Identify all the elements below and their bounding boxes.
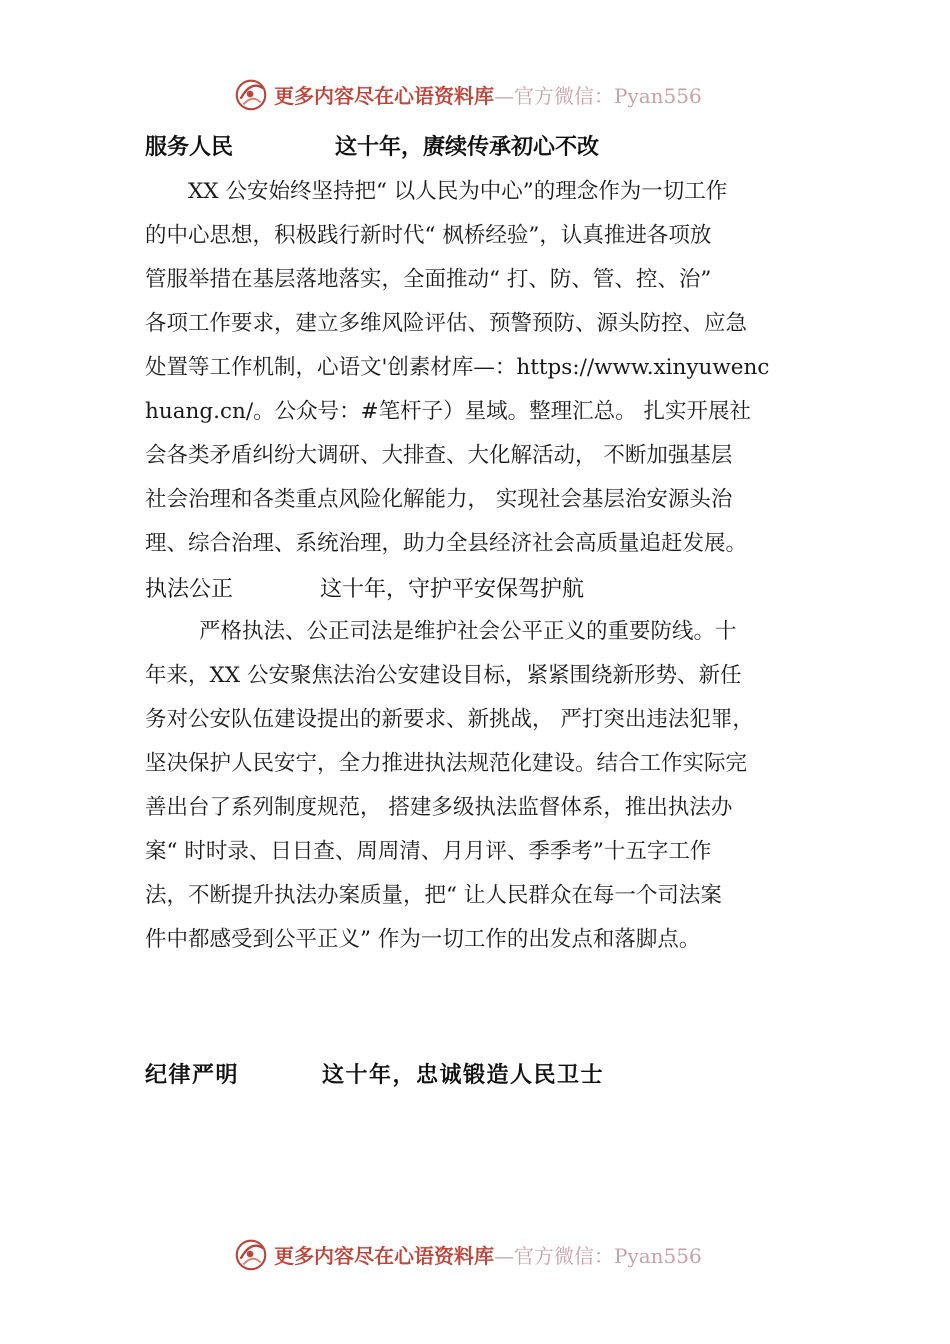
- paragraph-line: 各项工作要求，建立多维风险评估、预警预防、源头防控、应急: [145, 311, 748, 336]
- paragraph-line: 善出台了系列制度规范， 搭建多级执法监督体系，推出执法办: [145, 795, 733, 820]
- paragraph-serve-people: [145, 170, 825, 566]
- section-label: 执法公正: [145, 577, 234, 602]
- paragraph-line: XX 公安始终坚持把“ 以人民为中心”的理念作为一切工作: [188, 179, 728, 204]
- paragraph-line: 社会治理和各类重点风险化解能力， 实现社会基层治安源头治: [145, 487, 733, 512]
- paragraph-fair-law: [145, 610, 825, 962]
- paragraph-line: 年来，XX 公安聚焦法治公安建设目标，紧紧围绕新形势、新任: [145, 663, 742, 688]
- paragraph-line: 务对公安队伍建设提出的新要求、新挑战， 严打突出违法犯罪，: [145, 707, 754, 732]
- paragraph-line: 管服举措在基层落地落实，全面推动“ 打、防、管、控、治”: [145, 267, 712, 292]
- section-heading-fair-law: [145, 572, 585, 603]
- paragraph-line: 理、综合治理、系统治理，助力全县经济社会高质量追赶发展。: [145, 531, 748, 556]
- paragraph-line: huang.cn/。公众号：#笔杆子）星域。整理汇总。 扎实开展社: [145, 399, 751, 424]
- header-watermark: [232, 74, 752, 114]
- paragraph-line: 法，不断提升执法办案质量，把“ 让人民群众在每一个司法案: [145, 883, 722, 908]
- paragraph-line: 的中心思想，积极践行新时代“ 枫桥经验”，认真推进各项放: [145, 223, 712, 248]
- paragraph-line: 会各类矛盾纠纷大调研、大排查、大化解活动， 不断加强基层: [145, 443, 733, 468]
- watermark-wechat-text: —官方微信：Pyan556: [494, 83, 702, 108]
- section-title: 这十年，守护平安保驾护航: [320, 577, 585, 602]
- logo-icon: [232, 1235, 270, 1273]
- paragraph-line: 件中都感受到公平正义” 作为一切工作的出发点和落脚点。: [145, 927, 701, 952]
- watermark-wechat-text: —官方微信：Pyan556: [494, 1243, 702, 1268]
- paragraph-line: 严格执法、公正司法是维护社会公平正义的重要防线。十: [199, 619, 737, 644]
- section-heading-discipline: [145, 1058, 605, 1089]
- paragraph-line: 案“ 时时录、日日查、周周清、月月评、季季考”十五字工作: [145, 839, 712, 864]
- section-label: 服务人民: [145, 135, 234, 160]
- watermark-main-text: 更多内容尽在心语资料库: [274, 1243, 494, 1268]
- section-title: 这十年，忠诚锻造人民卫士: [322, 1063, 605, 1088]
- section-title: 这十年，赓续传承初心不改: [335, 135, 600, 160]
- section-heading-serve-people: [145, 130, 600, 161]
- watermark-main-text: 更多内容尽在心语资料库: [274, 83, 494, 108]
- logo-icon: [232, 75, 270, 113]
- paragraph-line: 处置等工作机制，心语文'创素材库—：https://www.xinyuwenc: [145, 355, 770, 380]
- paragraph-line: 坚决保护人民安宁，全力推进执法规范化建设。结合工作实际完: [145, 751, 748, 776]
- footer-watermark: [232, 1234, 752, 1274]
- section-label: 纪律严明: [145, 1063, 240, 1088]
